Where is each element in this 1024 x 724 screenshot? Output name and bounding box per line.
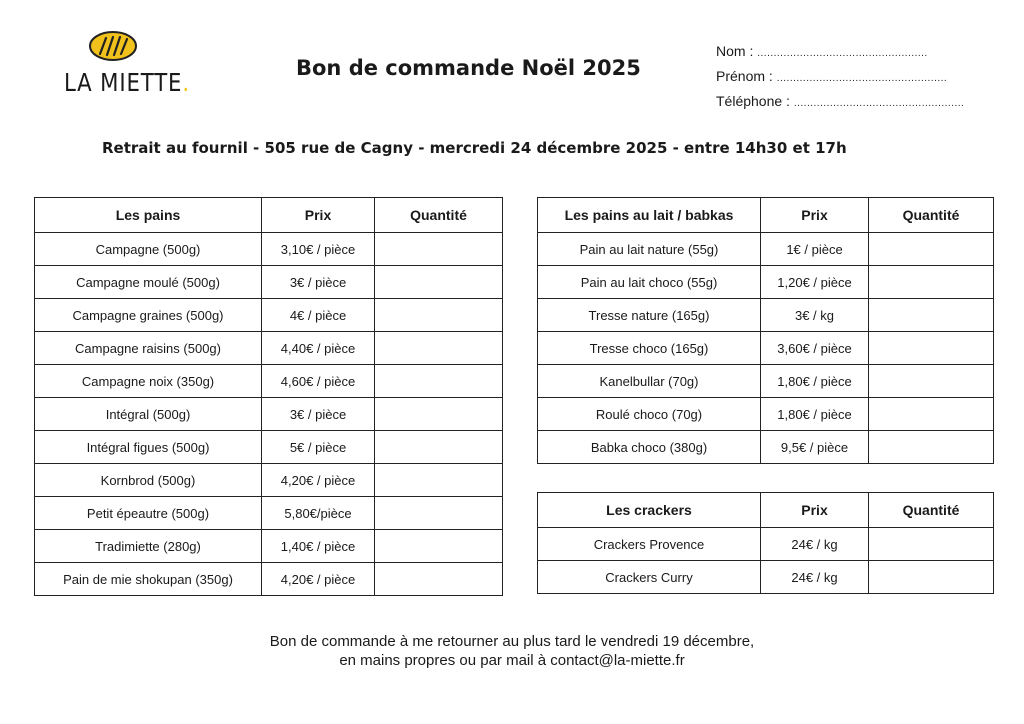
product-price: 24€ / kg <box>761 528 869 561</box>
quantity-cell[interactable] <box>869 398 994 431</box>
table-row <box>538 233 994 266</box>
column-header: Prix <box>761 493 869 528</box>
quantity-cell[interactable] <box>375 299 503 332</box>
product-price: 4,40€ / pièce <box>262 332 375 365</box>
quantity-cell[interactable] <box>869 233 994 266</box>
table-row <box>35 563 503 596</box>
quantity-cell[interactable] <box>375 530 503 563</box>
table-row <box>35 530 503 563</box>
product-name: Pain de mie shokupan (350g) <box>35 563 262 596</box>
product-price: 1,80€ / pièce <box>761 365 869 398</box>
bread-icon <box>88 30 138 62</box>
table-row <box>35 464 503 497</box>
table-header-row <box>538 198 994 233</box>
product-name: Kornbrod (500g) <box>35 464 262 497</box>
logo <box>58 28 190 98</box>
quantity-cell[interactable] <box>375 398 503 431</box>
footer-note <box>0 632 1024 670</box>
column-header: Prix <box>262 198 375 233</box>
product-price: 3,10€ / pièce <box>262 233 375 266</box>
product-name: Intégral figues (500g) <box>35 431 262 464</box>
product-name: Tresse choco (165g) <box>538 332 761 365</box>
quantity-cell[interactable] <box>375 365 503 398</box>
column-header: Prix <box>761 198 869 233</box>
product-price: 3€ / pièce <box>262 266 375 299</box>
column-header: Quantité <box>375 198 503 233</box>
product-price: 1€ / pièce <box>761 233 869 266</box>
table-row <box>538 332 994 365</box>
product-price: 4,20€ / pièce <box>262 464 375 497</box>
table-row <box>538 365 994 398</box>
table-row <box>35 398 503 431</box>
table-row <box>538 431 994 464</box>
table-row <box>35 332 503 365</box>
quantity-cell[interactable] <box>375 233 503 266</box>
product-price: 4,20€ / pièce <box>262 563 375 596</box>
product-price: 1,80€ / pièce <box>761 398 869 431</box>
product-price: 9,5€ / pièce <box>761 431 869 464</box>
column-header: Quantité <box>869 198 994 233</box>
product-name: Campagne (500g) <box>35 233 262 266</box>
quantity-cell[interactable] <box>375 332 503 365</box>
product-price: 4€ / pièce <box>262 299 375 332</box>
table-row <box>538 299 994 332</box>
product-name: Campagne moulé (500g) <box>35 266 262 299</box>
column-header: Quantité <box>869 493 994 528</box>
table-row <box>538 561 994 594</box>
table-row <box>35 497 503 530</box>
name-field[interactable]: Nom : .................................................... <box>716 43 928 59</box>
quantity-cell[interactable] <box>375 563 503 596</box>
table-header-row <box>35 198 503 233</box>
quantity-cell[interactable] <box>869 365 994 398</box>
quantity-cell[interactable] <box>869 299 994 332</box>
quantity-cell[interactable] <box>869 561 994 594</box>
product-name: Babka choco (380g) <box>538 431 761 464</box>
quantity-cell[interactable] <box>375 431 503 464</box>
quantity-cell[interactable] <box>869 431 994 464</box>
table-row <box>538 528 994 561</box>
product-name: Pain au lait choco (55g) <box>538 266 761 299</box>
product-name: Crackers Curry <box>538 561 761 594</box>
quantity-cell[interactable] <box>375 266 503 299</box>
product-name: Campagne raisins (500g) <box>35 332 262 365</box>
phone-field[interactable]: Téléphone : .................................................... <box>716 93 965 109</box>
table-row <box>35 266 503 299</box>
column-header: Les pains <box>35 198 262 233</box>
product-price: 3,60€ / pièce <box>761 332 869 365</box>
breads-table <box>34 197 503 596</box>
customer-info <box>716 40 964 115</box>
table-header-row <box>538 493 994 528</box>
product-name: Campagne graines (500g) <box>35 299 262 332</box>
product-price: 24€ / kg <box>761 561 869 594</box>
product-name: Tradimiette (280g) <box>35 530 262 563</box>
table-row <box>35 365 503 398</box>
pickup-info: Retrait au fournil - 505 rue de Cagny - mercredi 24 décembre 2025 - entre 14h30 et 17h <box>102 139 847 157</box>
table-row <box>35 233 503 266</box>
product-name: Tresse nature (165g) <box>538 299 761 332</box>
product-price: 5€ / pièce <box>262 431 375 464</box>
quantity-cell[interactable] <box>869 332 994 365</box>
product-price: 5,80€/pièce <box>262 497 375 530</box>
table-row <box>35 299 503 332</box>
brand-name: LA MIETTE. <box>64 68 190 97</box>
product-price: 3€ / pièce <box>262 398 375 431</box>
product-price: 1,20€ / pièce <box>761 266 869 299</box>
page-title: Bon de commande Noël 2025 <box>296 56 641 80</box>
quantity-cell[interactable] <box>869 528 994 561</box>
quantity-cell[interactable] <box>375 464 503 497</box>
table-row <box>538 266 994 299</box>
product-name: Campagne noix (350g) <box>35 365 262 398</box>
table-row <box>35 431 503 464</box>
product-price: 1,40€ / pièce <box>262 530 375 563</box>
column-header: Les crackers <box>538 493 761 528</box>
table-row <box>538 398 994 431</box>
footer-line-2: en mains propres ou par mail à contact@la-miette.fr <box>339 652 685 669</box>
product-name: Crackers Provence <box>538 528 761 561</box>
quantity-cell[interactable] <box>375 497 503 530</box>
milk-breads-table <box>537 197 994 464</box>
product-name: Kanelbullar (70g) <box>538 365 761 398</box>
crackers-table <box>537 492 994 594</box>
product-name: Roulé choco (70g) <box>538 398 761 431</box>
footer-line-1: Bon de commande à me retourner au plus tard le vendredi 19 décembre, <box>269 633 755 650</box>
firstname-field[interactable]: Prénom : .................................................... <box>716 68 948 84</box>
product-name: Intégral (500g) <box>35 398 262 431</box>
product-name: Pain au lait nature (55g) <box>538 233 761 266</box>
product-price: 4,60€ / pièce <box>262 365 375 398</box>
quantity-cell[interactable] <box>869 266 994 299</box>
product-name: Petit épeautre (500g) <box>35 497 262 530</box>
product-price: 3€ / kg <box>761 299 869 332</box>
column-header: Les pains au lait / babkas <box>538 198 761 233</box>
